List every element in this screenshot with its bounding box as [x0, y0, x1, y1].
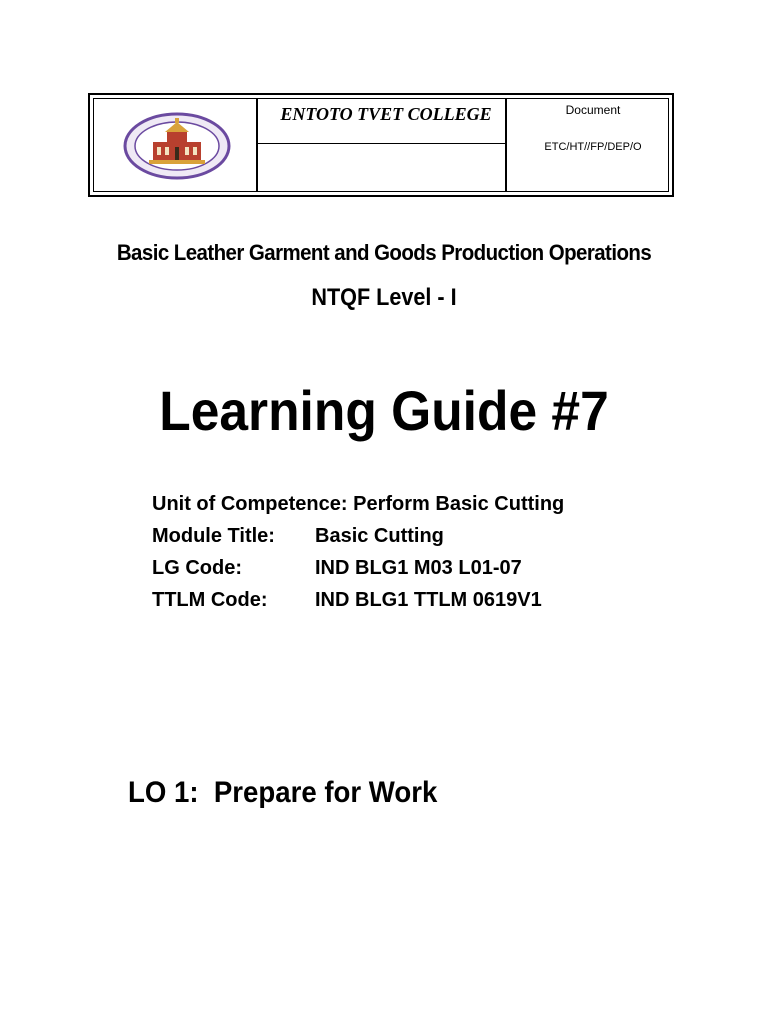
- college-name: ENTOTO TVET COLLEGE: [280, 104, 492, 124]
- header-divider-left: [256, 99, 258, 191]
- college-logo-icon: [123, 112, 231, 180]
- document-code: ETC/HT//FP/DEP/O: [544, 141, 642, 153]
- detail-value: Basic Cutting: [315, 525, 444, 547]
- detail-label: Unit of Competence:: [152, 493, 348, 515]
- document-label: Document: [565, 103, 621, 117]
- document-header-table: [88, 93, 674, 197]
- guide-details: [152, 488, 564, 616]
- header-inner-frame: [93, 98, 669, 192]
- detail-row-unit: [152, 488, 564, 520]
- detail-value: IND BLG1 M03 L01-07: [315, 557, 522, 579]
- detail-label: LG Code:: [152, 557, 242, 579]
- detail-row-module: [152, 520, 564, 552]
- learning-outcome-heading: LO 1: Prepare for Work: [128, 776, 438, 809]
- ntqf-level: NTQF Level - I: [311, 284, 457, 311]
- course-title: Basic Leather Garment and Goods Production Operations: [116, 240, 652, 265]
- detail-label: TTLM Code:: [152, 589, 268, 611]
- detail-row-lg-code: [152, 552, 564, 584]
- detail-label: Module Title:: [152, 525, 275, 547]
- header-divider-middle: [258, 143, 505, 144]
- learning-guide-title: Learning Guide #7: [159, 379, 609, 442]
- detail-value: IND BLG1 TTLM 0619V1: [315, 589, 542, 611]
- detail-row-ttlm-code: [152, 584, 564, 616]
- detail-value: Perform Basic Cutting: [353, 493, 565, 515]
